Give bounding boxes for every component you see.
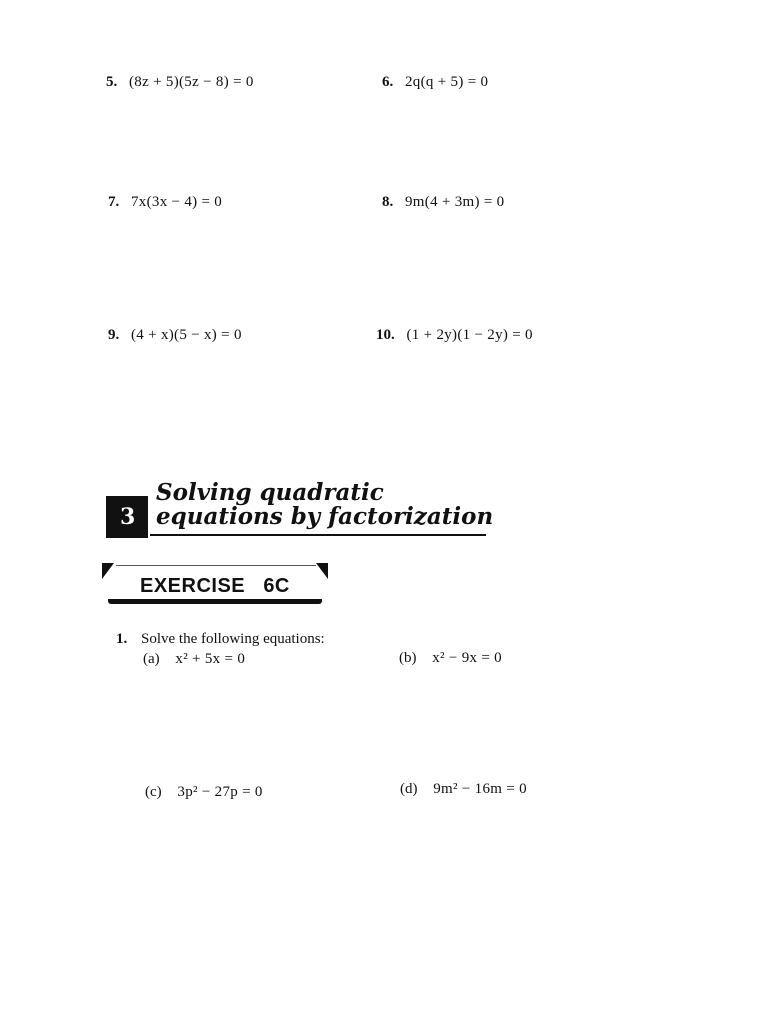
problem-number: 7.: [108, 194, 120, 210]
part-equation: x² + 5x = 0: [175, 651, 246, 667]
part-label: (c): [145, 784, 162, 800]
problem-equation: (1 + 2y)(1 − 2y) = 0: [406, 327, 533, 343]
exercise-title: EXERCISE 6C: [140, 575, 290, 597]
part-label: (a): [143, 651, 160, 667]
question-1: [116, 631, 325, 648]
part-c: [145, 784, 263, 801]
part-equation: 9m² − 16m = 0: [433, 781, 527, 797]
banner-corner-right: [316, 563, 328, 579]
problem-number: 5.: [106, 74, 118, 90]
problem-5: [106, 73, 254, 91]
part-d: [400, 781, 527, 798]
part-a: [143, 651, 245, 668]
question-instruction: Solve the following equations:: [141, 631, 325, 647]
problem-equation: 9m(4 + 3m) = 0: [405, 194, 505, 210]
problem-9: [108, 326, 242, 344]
section-underline: [150, 534, 486, 536]
problem-7: [108, 193, 222, 211]
problem-10: [376, 326, 533, 344]
problem-equation: 2q(q + 5) = 0: [405, 74, 489, 90]
problem-8: [382, 193, 504, 211]
part-label: (d): [400, 781, 418, 797]
problem-number: 8.: [382, 194, 394, 210]
section-title-line-2: equations by factorization: [156, 503, 494, 530]
part-equation: x² − 9x = 0: [432, 650, 502, 666]
problem-6: [382, 73, 488, 91]
section-title-line-1: Solving quadratic: [156, 479, 384, 506]
section-number-badge: 3: [106, 496, 148, 538]
problem-equation: 7x(3x − 4) = 0: [131, 194, 223, 210]
part-b: [399, 650, 502, 667]
question-number: 1.: [116, 631, 128, 647]
part-label: (b): [399, 650, 417, 666]
problem-number: 6.: [382, 74, 394, 90]
problem-number: 10.: [376, 327, 395, 343]
exercise-banner: [102, 563, 330, 611]
problem-number: 9.: [108, 327, 120, 343]
part-equation: 3p² − 27p = 0: [177, 784, 263, 800]
section-title: [156, 481, 496, 529]
problem-equation: (8z + 5)(5z − 8) = 0: [129, 74, 254, 90]
banner-bottom-bar: [108, 599, 322, 604]
banner-top-line: [116, 565, 316, 566]
banner-corner-left: [102, 563, 114, 579]
problem-equation: (4 + x)(5 − x) = 0: [131, 327, 242, 343]
